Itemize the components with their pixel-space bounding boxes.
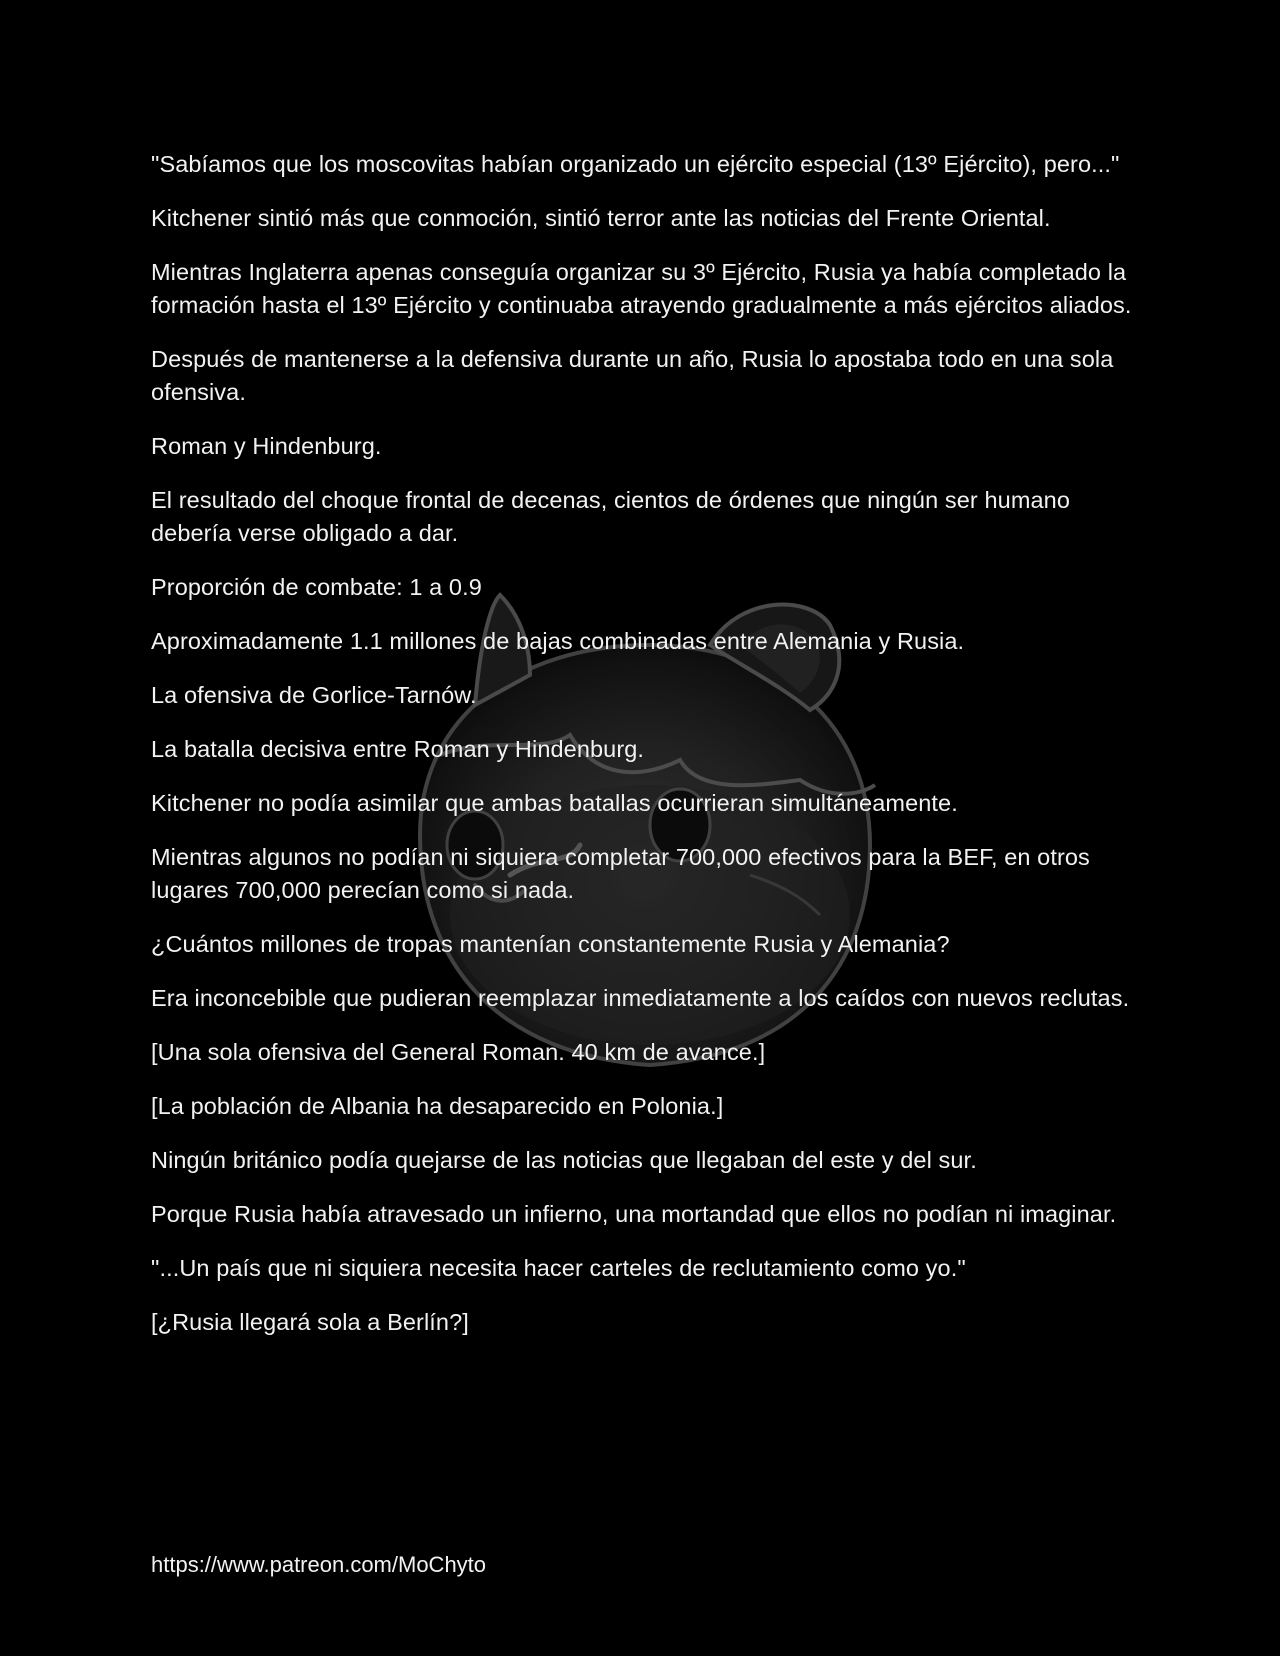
paragraph: La ofensiva de Gorlice-Tarnów. bbox=[151, 682, 477, 708]
paragraph: La batalla decisiva entre Roman y Hindenburg. bbox=[151, 736, 645, 762]
paragraph: El resultado del choque frontal de decenas, cientos de órdenes que ningún ser humano debería verse obligado a dar. bbox=[151, 487, 1071, 546]
paragraph: Kitchener sintió más que conmoción, sintió terror ante las noticias del Frente Oriental. bbox=[151, 205, 1051, 231]
paragraph: Ningún británico podía quejarse de las noticias que llegaban del este y del sur. bbox=[151, 1147, 977, 1173]
chapter-text-body bbox=[151, 148, 1141, 1360]
patreon-link[interactable]: https://www.patreon.com/MoChyto bbox=[151, 1552, 487, 1577]
paragraph: "Sabíamos que los moscovitas habían organizado un ejército especial (13º Ejército), pero..." bbox=[151, 151, 1120, 177]
paragraph: Era inconcebible que pudieran reemplazar inmediatamente a los caídos con nuevos reclutas. bbox=[151, 985, 1130, 1011]
paragraph: [¿Rusia llegará sola a Berlín?] bbox=[151, 1309, 469, 1335]
paragraph: Roman y Hindenburg. bbox=[151, 433, 382, 459]
paragraph: [La población de Albania ha desaparecido en Polonia.] bbox=[151, 1093, 724, 1119]
paragraph: [Una sola ofensiva del General Roman. 40 km de avance.] bbox=[151, 1039, 766, 1065]
paragraph: Proporción de combate: 1 a 0.9 bbox=[151, 574, 482, 600]
paragraph: Porque Rusia había atravesado un infierno, una mortandad que ellos no podían ni imaginar. bbox=[151, 1201, 1117, 1227]
paragraph: Después de mantenerse a la defensiva durante un año, Rusia lo apostaba todo en una sola ofensiva. bbox=[151, 346, 1114, 405]
paragraph: ¿Cuántos millones de tropas mantenían constantemente Rusia y Alemania? bbox=[151, 931, 950, 957]
paragraph: Kitchener no podía asimilar que ambas batallas ocurrieran simultáneamente. bbox=[151, 790, 958, 816]
paragraph: Mientras Inglaterra apenas conseguía organizar su 3º Ejército, Rusia ya había completado la formación hasta el 13º Ejército y continuaba atrayendo gradualmente a más ejércitos aliados. bbox=[151, 259, 1132, 318]
paragraph: Aproximadamente 1.1 millones de bajas combinadas entre Alemania y Rusia. bbox=[151, 628, 965, 654]
paragraph: Mientras algunos no podían ni siquiera completar 700,000 efectivos para la BEF, en otros lugares 700,000 perecían como si nada. bbox=[151, 844, 1090, 903]
paragraph: "...Un país que ni siquiera necesita hacer carteles de reclutamiento como yo." bbox=[151, 1255, 966, 1281]
